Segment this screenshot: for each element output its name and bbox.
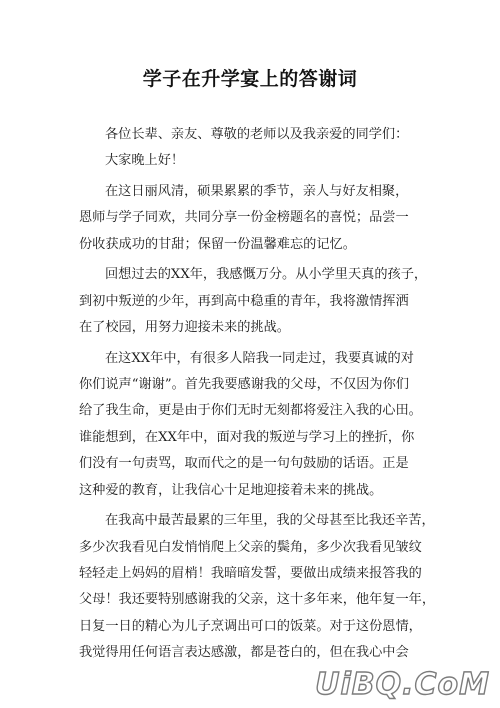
paragraph-line: 这种爱的教育，让我信心十足地迎接着未来的挑战。 (79, 482, 383, 498)
paragraph-line: 恩师与学子同欢，共同分享一份金榜题名的喜悦；品尝一 (79, 210, 409, 226)
paragraph-line: 多少次我看见白发悄悄爬上父亲的鬓角，多少次我看见皱纹 (79, 539, 422, 555)
document-body (0, 122, 500, 667)
paragraph-line: 给了我生命，更是由于你们无时无刻都将爱注入我的心田。 (79, 403, 422, 419)
paragraph-line: 日复一日的精心为儿子烹调出可口的饭菜。对于这份恩情， (79, 618, 422, 634)
paragraph-line: 轻轻走上妈妈的眉梢！我暗暗发誓，要做出成绩来报答我的 (79, 566, 422, 581)
paragraph-line: 谁能想到，在XX年中，面对我的叛逆与学习上的挫折，你 (79, 429, 415, 445)
document-title: 学子在升学宴上的答谢词 (142, 68, 358, 90)
paragraph-line: 份收获成功的甘甜；保留一份温馨难忘的记忆。 (79, 236, 356, 252)
paragraph-line: 在这日丽风清，硕果累累的季节，亲人与好友相聚， (105, 183, 409, 199)
paragraph-line: 父母！我还要特别感谢我的父亲，这十多年来，他年复一年， (79, 592, 436, 608)
paragraph-line: 在这XX年中，有很多人陪我一同走过，我要真诚的对 (105, 350, 414, 366)
paragraph-line: 在了校园，用努力迎接未来的挑战。 (79, 320, 290, 336)
greeting-line: 大家晚上好！ (105, 153, 185, 169)
paragraph-line: 我觉得用任何语言表达感激，都是苍白的，但在我心中会 (79, 645, 409, 661)
paragraph-line: 你们说声“谢谢”。首先我要感谢我的父母，不仅因为你们 (79, 377, 409, 393)
paragraph-line: 在我高中最苦最累的三年里，我的父母甚至比我还辛苦， (105, 513, 435, 529)
salutation-line: 各位长辈、亲友、尊敬的老师以及我亲爱的同学们： (105, 127, 409, 142)
paragraph-line: 们没有一句责骂，取而代之的是一句句鼓励的话语。正是 (79, 456, 409, 472)
paragraph-line: 回想过去的XX年，我感慨万分。从小学里天真的孩子， (105, 267, 428, 283)
paragraph-line: 到初中叛逆的少年，再到高中稳重的青年，我将激情挥洒 (79, 293, 409, 309)
site-watermark-logo: UiBQ.CoM (315, 667, 490, 702)
